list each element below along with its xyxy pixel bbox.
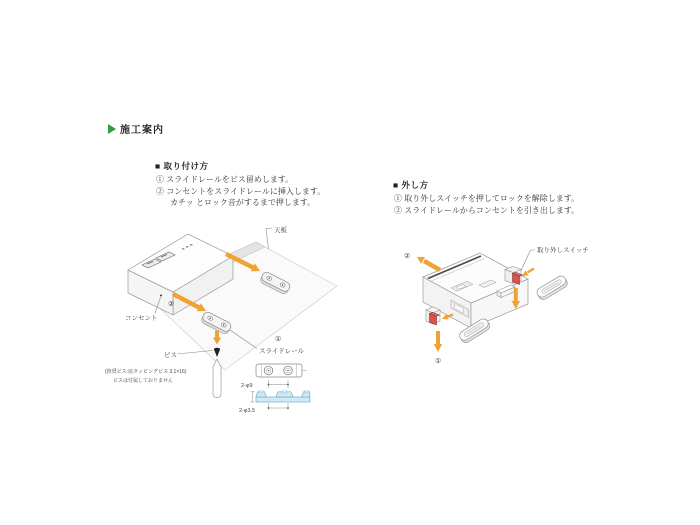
rail-cross-section [256,391,310,402]
remove-heading: ■ 外し方 [393,180,429,190]
label-top-board: 天板 [274,227,287,234]
dim-dot [268,384,270,386]
vent-mark [182,248,184,250]
remove-diagram [393,240,628,375]
page-title: 施工案内 [120,125,164,136]
section-notch [305,391,308,393]
leader-top-board [266,228,272,249]
remove-step-1: ① 取り外しスイッチを押してロックを解除します。 [394,194,580,203]
section-base [256,397,310,402]
green-triangle-icon [108,124,116,134]
push-arrow-left-head [434,344,442,352]
install-step-2: ② コンセントをスライドレールに挿入します。 [156,186,326,196]
pointer-dot [160,295,162,297]
top-view-outline [256,364,302,377]
section-notch [260,391,263,393]
screw-note-1: (推奨ビス:皿タッピングビス 3.1×16) [105,369,187,375]
dim-dot [268,407,270,409]
press-arrow-right [528,269,535,273]
label-step-1: ① [275,336,282,343]
dim-top-group [241,380,289,389]
rail-top-view [256,364,307,377]
section-notch [283,391,287,393]
install-steps [156,174,325,209]
screw-note-2: ビスは付属しておりません [113,378,174,384]
page-title-row [108,121,164,136]
dim-bottom: 2-φ3.5 [239,408,256,414]
rail-capsule-right [535,274,569,301]
install-note: カチッ とロック音がするまで押します。 [170,198,316,207]
vent-mark [186,246,188,248]
screwdriver [213,359,221,398]
leader-release-switch [521,250,535,271]
remove-steps [394,193,579,216]
label-slide-rail: スライドレール [259,348,305,355]
install-step-1: ① スライドレールをビス留めします。 [156,175,294,184]
remove-step-2: ② スライドレールからコンセントを引き出します。 [394,205,580,215]
dim-top: 2-φ9 [241,383,253,389]
install-heading: ■ 取り付け方 [155,161,209,171]
label-remove-step-1: ① [435,358,442,365]
install-diagram [98,218,338,453]
dim-dot [287,407,289,409]
label-step-2: ② [168,301,175,308]
label-release-switch: 取り外しスイッチ [537,247,589,254]
label-outlet: コンセント [125,315,158,322]
pull-arrow [424,261,440,270]
unit-body [423,253,528,328]
label-screw: ビス [164,352,177,359]
dim-dot [287,384,289,386]
label-remove-step-2: ② [404,253,411,260]
vent-mark [190,244,192,246]
top-view-hole-center [268,370,270,372]
top-view-hole-center [287,370,289,372]
